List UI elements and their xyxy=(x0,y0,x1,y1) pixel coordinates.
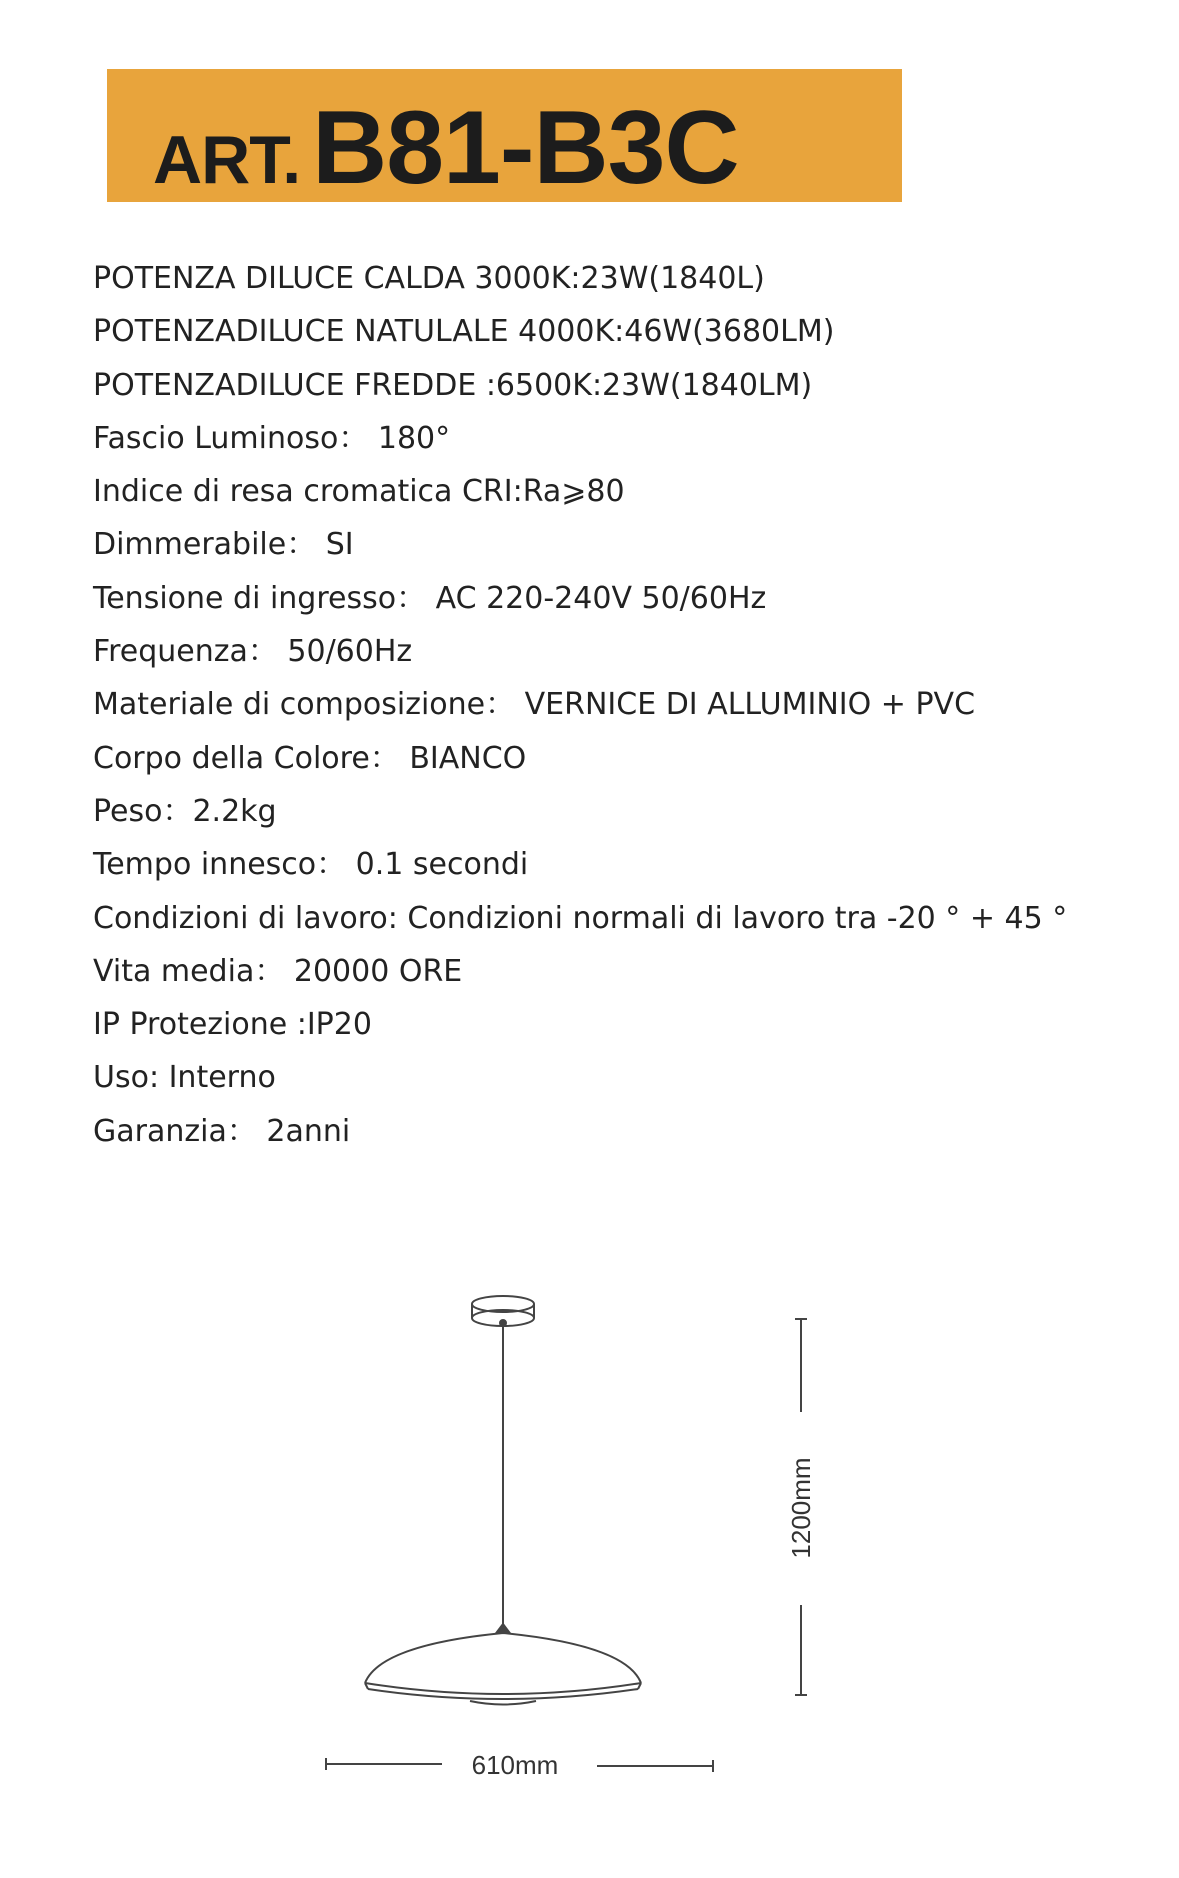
spec-line-start-time: Tempo innesco： 0.1 secondi xyxy=(93,847,529,883)
spec-line-input-voltage: Tensione di ingresso： AC 220-240V 50/60Hz xyxy=(93,580,767,616)
article-code: B81-B3C xyxy=(312,90,739,206)
spec-line-dimmable: Dimmerabile： SI xyxy=(93,527,354,563)
spec-line-cri: Indice di resa cromatica CRI:Ra⩾80 xyxy=(93,474,625,510)
spec-line-material: Materiale di composizione： VERNICE DI ALLUMINIO + PVC xyxy=(93,687,976,723)
width-label: 610mm xyxy=(471,1750,559,1780)
spec-line-working-conditions: Condizioni di lavoro: Condizioni normali di lavoro tra -20 ° + 45 ° xyxy=(93,900,1068,936)
ceiling-canopy xyxy=(472,1296,534,1326)
spec-line-warranty: Garanzia： 2anni xyxy=(93,1113,351,1149)
spec-line-body-color: Corpo della Colore： BIANCO xyxy=(93,740,527,776)
spec-line-frequency: Frequenza： 50/60Hz xyxy=(93,634,413,670)
spec-line-natural-power: POTENZADILUCE NATULALE 4000K:46W(3680LM) xyxy=(93,314,835,350)
spec-line-beam-angle: Fascio Luminoso： 180° xyxy=(93,420,451,456)
lamp-shade xyxy=(365,1624,641,1705)
spec-line-usage: Uso: Interno xyxy=(93,1060,276,1096)
spec-line-ip-rating: IP Protezione :IP20 xyxy=(93,1007,372,1043)
height-label: 1200mm xyxy=(786,1457,816,1559)
art-label: ART. xyxy=(153,122,301,198)
spec-line-weight: Peso：2.2kg xyxy=(93,793,277,829)
spec-line-cold-power: POTENZADILUCE FREDDE :6500K:23W(1840LM) xyxy=(93,367,813,403)
spec-line-warm-power: POTENZA DILUCE CALDA 3000K:23W(1840L) xyxy=(93,261,765,296)
spec-line-lifespan: Vita media： 20000 ORE xyxy=(93,953,463,989)
